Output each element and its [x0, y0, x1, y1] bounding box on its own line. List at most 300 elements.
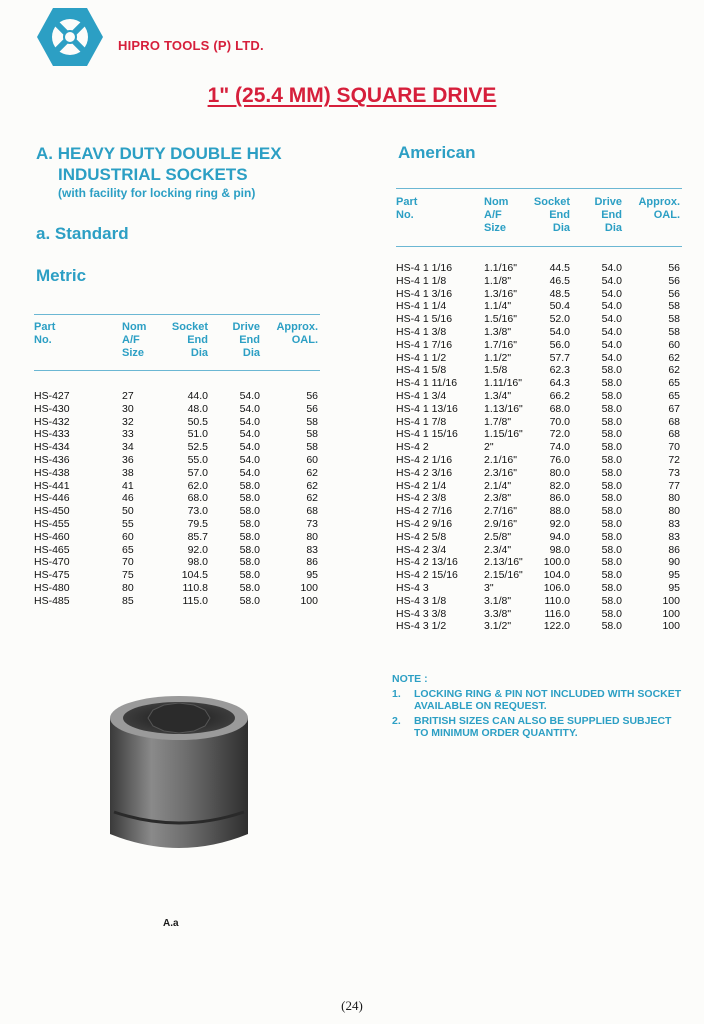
table-row [34, 454, 320, 467]
cell-oal: 73 [306, 517, 318, 530]
table-row [34, 480, 320, 493]
cell-oal: 58 [306, 428, 318, 441]
col-label: Approx. [276, 321, 318, 333]
note-number: 2. [392, 715, 401, 727]
col-label: Nom [484, 196, 509, 208]
cell-nom-size: 1.3/8" [484, 325, 512, 338]
note-text [414, 715, 671, 739]
col-label: A/F [122, 334, 140, 346]
cell-socket-dia: 44.0 [187, 390, 208, 402]
cell-drive-dia: 54.0 [601, 338, 622, 351]
cell-nom-size: 1.13/16" [484, 402, 523, 415]
table-row [396, 569, 682, 582]
cell-nom-size: 38 [122, 466, 134, 479]
table-row [396, 428, 682, 441]
cell-part-no: HS-4 1 15/16 [396, 428, 458, 441]
cell-socket-dia: 68.0 [549, 402, 570, 415]
cell-nom-size: 70 [122, 556, 134, 569]
cell-drive-dia: 58.0 [601, 389, 622, 402]
cell-part-no: HS-450 [34, 505, 70, 518]
cell-nom-size: 1.5/8 [484, 364, 508, 377]
cell-oal: 72 [668, 453, 680, 466]
table-row [34, 518, 320, 531]
cell-oal: 65 [668, 377, 680, 390]
cell-oal: 70 [668, 441, 680, 454]
table-row [34, 416, 320, 429]
cell-drive-dia: 54.0 [601, 262, 622, 274]
cell-part-no: HS-4 1 3/8 [396, 325, 447, 338]
cell-oal: 73 [668, 466, 680, 479]
cell-drive-dia: 58.0 [239, 517, 260, 530]
metric-top-rule [34, 314, 320, 315]
cell-drive-dia: 58.0 [601, 543, 622, 556]
cell-socket-dia: 57.7 [549, 351, 570, 364]
cell-nom-size: 3.1/8" [484, 594, 512, 607]
cell-part-no: HS-4 3 1/2 [396, 620, 447, 633]
cell-oal: 62 [668, 351, 680, 364]
cell-socket-dia: 106.0 [543, 581, 570, 594]
cell-nom-size: 30 [122, 402, 134, 415]
cell-socket-dia: 82.0 [549, 479, 570, 492]
cell-nom-size: 1.11/16" [484, 377, 522, 390]
table-row [396, 275, 682, 288]
note-item [392, 688, 692, 714]
cell-socket-dia: 85.7 [187, 530, 208, 543]
cell-nom-size: 1.15/16" [484, 428, 523, 441]
cell-socket-dia: 110.8 [182, 581, 208, 594]
table-row [396, 608, 682, 621]
table-row [396, 390, 682, 403]
cell-socket-dia: 116.0 [544, 607, 570, 620]
cell-nom-size: 3.1/2" [484, 620, 512, 633]
cell-oal: 100 [662, 594, 680, 607]
note-item [392, 715, 692, 741]
cell-socket-dia: 52.5 [187, 441, 208, 454]
cell-oal: 58 [306, 415, 318, 428]
table-row [396, 262, 682, 275]
table-row [396, 492, 682, 505]
cell-part-no: HS-436 [34, 453, 70, 466]
cell-socket-dia: 51.0 [187, 428, 208, 441]
col-label: Dia [604, 222, 622, 234]
cell-socket-dia: 92.0 [187, 543, 208, 556]
section-heading-line1: A. HEAVY DUTY DOUBLE HEX [36, 144, 282, 163]
cell-oal: 67 [668, 402, 680, 415]
table-row [396, 544, 682, 557]
cell-part-no: HS-4 1 5/8 [396, 364, 447, 377]
cell-nom-size: 3.3/8" [484, 607, 512, 620]
cell-oal: 56 [306, 402, 318, 415]
cell-part-no: HS-4 2 5/8 [396, 530, 447, 543]
cell-part-no: HS-438 [34, 466, 70, 479]
cell-drive-dia: 54.0 [239, 402, 260, 415]
cell-nom-size: 2.3/4" [484, 543, 512, 556]
cell-part-no: HS-4 2 3/16 [396, 466, 453, 479]
cell-drive-dia: 58.0 [601, 364, 622, 377]
cell-nom-size: 2.1/16" [484, 453, 517, 466]
american-col-oal [628, 196, 680, 222]
cell-part-no: HS-4 1 13/16 [396, 402, 458, 415]
cell-part-no: HS-4 2 7/16 [396, 505, 453, 518]
american-col-drive [582, 196, 622, 235]
cell-drive-dia: 58.0 [239, 543, 260, 556]
table-row [34, 390, 320, 403]
cell-socket-dia: 70.0 [549, 415, 570, 428]
cell-oal: 56 [306, 390, 318, 402]
cell-part-no: HS-4 3 3/8 [396, 607, 447, 620]
cell-nom-size: 1.1/8" [484, 274, 512, 287]
cell-part-no: HS-4 1 3/16 [396, 287, 453, 300]
cell-drive-dia: 58.0 [239, 594, 260, 607]
cell-socket-dia: 72.0 [549, 428, 570, 441]
cell-part-no: HS-4 1 1/4 [396, 300, 447, 313]
cell-drive-dia: 58.0 [601, 620, 622, 633]
cell-part-no: HS-4 2 13/16 [396, 556, 458, 569]
american-header-rule [396, 246, 682, 247]
cell-nom-size: 55 [122, 517, 134, 530]
cell-part-no: HS-4 1 7/8 [396, 415, 447, 428]
cell-oal: 62 [306, 466, 318, 479]
cell-nom-size: 1.3/4" [484, 389, 512, 402]
cell-nom-size: 1.7/8" [484, 415, 512, 428]
cell-socket-dia: 73.0 [187, 505, 208, 518]
metric-col-part [34, 321, 94, 347]
cell-oal: 90 [668, 556, 680, 569]
col-label: OAL. [291, 334, 318, 346]
page-title [0, 84, 704, 108]
cell-drive-dia: 58.0 [601, 505, 622, 518]
cell-drive-dia: 54.0 [601, 274, 622, 287]
american-col-socket [524, 196, 570, 235]
cell-oal: 86 [668, 543, 680, 556]
cell-part-no: HS-4 1 11/16 [396, 377, 458, 390]
cell-drive-dia: 58.0 [239, 530, 260, 543]
table-row [396, 518, 682, 531]
cell-part-no: HS-460 [34, 530, 70, 543]
table-row [34, 544, 320, 557]
col-label: Approx. [638, 196, 680, 208]
cell-nom-size: 2" [484, 441, 494, 454]
col-label: End [549, 209, 570, 221]
cell-part-no: HS-441 [34, 479, 70, 492]
table-row [34, 556, 320, 569]
cell-oal: 83 [306, 543, 318, 556]
cell-nom-size: 46 [122, 492, 134, 505]
cell-socket-dia: 104.5 [181, 569, 208, 582]
table-row [396, 531, 682, 544]
figure-caption: A.a [163, 918, 179, 929]
cell-oal: 56 [668, 287, 680, 300]
cell-drive-dia: 58.0 [239, 505, 260, 518]
american-table-header [396, 196, 682, 238]
col-label: Dia [190, 347, 208, 359]
col-label: End [239, 334, 260, 346]
cell-part-no: HS-4 1 5/16 [396, 313, 453, 326]
col-label: Nom [122, 321, 147, 333]
cell-part-no: HS-446 [34, 492, 70, 505]
cell-socket-dia: 92.0 [549, 517, 570, 530]
american-col-part [396, 196, 456, 222]
cell-oal: 62 [306, 479, 318, 492]
cell-drive-dia: 58.0 [601, 581, 622, 594]
cell-socket-dia: 62.3 [549, 364, 570, 377]
cell-part-no: HS-455 [34, 517, 70, 530]
cell-socket-dia: 54.0 [549, 325, 570, 338]
cell-socket-dia: 68.0 [187, 492, 208, 505]
cell-drive-dia: 54.0 [601, 287, 622, 300]
cell-nom-size: 1.3/16" [484, 287, 517, 300]
cell-oal: 68 [306, 505, 318, 518]
col-label: Dia [242, 347, 260, 359]
cell-socket-dia: 122.0 [543, 620, 570, 633]
subsection-heading: a. Standard [36, 224, 129, 243]
col-label: Part [396, 196, 418, 208]
cell-socket-dia: 74.0 [549, 441, 570, 454]
cell-nom-size: 41 [122, 479, 134, 492]
cell-oal: 56 [668, 274, 680, 287]
cell-part-no: HS-4 1 7/16 [396, 338, 453, 351]
table-row [396, 339, 682, 352]
cell-part-no: HS-480 [34, 581, 70, 594]
cell-oal: 58 [668, 313, 680, 326]
cell-drive-dia: 58.0 [239, 492, 260, 505]
col-label: Drive [232, 321, 260, 333]
cell-socket-dia: 64.3 [549, 377, 570, 390]
cell-part-no: HS-4 2 9/16 [396, 517, 453, 530]
american-table-body [396, 262, 682, 633]
table-row [34, 428, 320, 441]
cell-nom-size: 65 [122, 543, 134, 556]
metric-table-body [34, 390, 320, 608]
cell-socket-dia: 115.0 [182, 594, 208, 607]
american-col-nom [484, 196, 524, 235]
cell-drive-dia: 54.0 [601, 313, 622, 326]
cell-drive-dia: 58.0 [601, 530, 622, 543]
table-row [34, 531, 320, 544]
company-logo [36, 6, 104, 68]
col-label: Socket [533, 196, 570, 208]
metric-header-rule [34, 370, 320, 371]
cell-socket-dia: 104.0 [543, 569, 570, 582]
cell-oal: 68 [668, 428, 680, 441]
cell-nom-size: 2.1/4" [484, 479, 512, 492]
cell-oal: 58 [306, 441, 318, 454]
cell-socket-dia: 76.0 [549, 453, 570, 466]
table-row [396, 467, 682, 480]
cell-socket-dia: 110.0 [544, 594, 570, 607]
cell-oal: 56 [668, 262, 680, 274]
cell-socket-dia: 80.0 [549, 466, 570, 479]
page-number: (24) [341, 998, 363, 1013]
cell-drive-dia: 58.0 [601, 556, 622, 569]
cell-socket-dia: 98.0 [187, 556, 208, 569]
col-label: Part [34, 321, 56, 333]
cell-nom-size: 33 [122, 428, 134, 441]
cell-drive-dia: 58.0 [601, 441, 622, 454]
cell-drive-dia: 58.0 [239, 556, 260, 569]
table-row [396, 441, 682, 454]
cell-oal: 80 [668, 492, 680, 505]
cell-drive-dia: 58.0 [601, 453, 622, 466]
cell-nom-size: 2.9/16" [484, 517, 517, 530]
col-label: No. [396, 209, 414, 221]
cell-part-no: HS-475 [34, 569, 70, 582]
cell-part-no: HS-465 [34, 543, 70, 556]
cell-drive-dia: 58.0 [601, 607, 622, 620]
cell-part-no: HS-470 [34, 556, 70, 569]
note-line: TO MINIMUM ORDER QUANTITY. [414, 727, 578, 739]
cell-oal: 100 [662, 607, 680, 620]
table-row [396, 595, 682, 608]
cell-part-no: HS-433 [34, 428, 70, 441]
american-top-rule [396, 188, 682, 189]
cell-nom-size: 1.7/16" [484, 338, 517, 351]
cell-drive-dia: 58.0 [601, 466, 622, 479]
cell-socket-dia: 100.0 [543, 556, 570, 569]
american-heading: American [398, 143, 476, 162]
cell-drive-dia: 58.0 [239, 569, 260, 582]
col-label: No. [34, 334, 52, 346]
metric-col-socket [162, 321, 208, 360]
metric-col-oal [266, 321, 318, 347]
cell-nom-size: 2.3/8" [484, 492, 512, 505]
col-label: Socket [171, 321, 208, 333]
cell-part-no: HS-4 1 1/8 [396, 274, 447, 287]
cell-socket-dia: 62.0 [187, 479, 208, 492]
cell-nom-size: 60 [122, 530, 134, 543]
section-note: (with facility for locking ring & pin) [58, 186, 256, 200]
table-row [396, 377, 682, 390]
cell-nom-size: 34 [122, 441, 134, 454]
note-line: LOCKING RING & PIN NOT INCLUDED WITH SOCKET [414, 688, 682, 700]
cell-socket-dia: 50.5 [187, 415, 208, 428]
cell-socket-dia: 48.5 [549, 287, 570, 300]
cell-socket-dia: 50.4 [549, 300, 570, 313]
cell-oal: 95 [306, 569, 318, 582]
col-label: End [187, 334, 208, 346]
cell-nom-size: 3" [484, 581, 494, 594]
cell-part-no: HS-430 [34, 402, 70, 415]
cell-oal: 58 [668, 300, 680, 313]
cell-oal: 58 [668, 325, 680, 338]
table-row [34, 595, 320, 608]
cell-part-no: HS-4 2 3/4 [396, 543, 447, 556]
cell-part-no: HS-4 2 [396, 441, 429, 454]
cell-nom-size: 80 [122, 581, 134, 594]
table-row [34, 582, 320, 595]
cell-drive-dia: 58.0 [601, 517, 622, 530]
cell-socket-dia: 66.2 [549, 389, 570, 402]
table-row [396, 300, 682, 313]
cell-drive-dia: 54.0 [239, 390, 260, 402]
cell-drive-dia: 58.0 [601, 479, 622, 492]
cell-oal: 60 [306, 453, 318, 466]
cell-socket-dia: 79.5 [187, 517, 208, 530]
cell-drive-dia: 58.0 [239, 479, 260, 492]
table-row [34, 569, 320, 582]
cell-drive-dia: 58.0 [601, 492, 622, 505]
table-row [396, 352, 682, 365]
section-heading-line2: INDUSTRIAL SOCKETS [58, 165, 248, 184]
table-row [396, 582, 682, 595]
cell-nom-size: 36 [122, 453, 134, 466]
socket-image [104, 694, 254, 870]
col-label: Size [484, 222, 507, 234]
metric-table-header [34, 321, 320, 363]
cell-nom-size: 75 [122, 569, 134, 582]
metric-heading: Metric [36, 266, 87, 285]
note-line: AVAILABLE ON REQUEST. [414, 700, 547, 712]
cell-drive-dia: 58.0 [601, 415, 622, 428]
cell-part-no: HS-485 [34, 594, 70, 607]
cell-oal: 68 [668, 415, 680, 428]
cell-drive-dia: 54.0 [239, 466, 260, 479]
cell-part-no: HS-4 2 1/4 [396, 479, 447, 492]
cell-oal: 80 [306, 530, 318, 543]
cell-drive-dia: 54.0 [239, 415, 260, 428]
cell-drive-dia: 54.0 [239, 453, 260, 466]
cell-socket-dia: 57.0 [187, 466, 208, 479]
cell-socket-dia: 48.0 [187, 402, 208, 415]
metric-col-nom [122, 321, 162, 360]
cell-socket-dia: 86.0 [549, 492, 570, 505]
col-label: Size [122, 347, 145, 359]
cell-oal: 62 [668, 364, 680, 377]
col-label: Dia [552, 222, 570, 234]
cell-socket-dia: 52.0 [549, 313, 570, 326]
cell-oal: 60 [668, 338, 680, 351]
cell-oal: 95 [668, 569, 680, 582]
col-label: Drive [594, 196, 622, 208]
cell-oal: 100 [300, 581, 318, 594]
cell-part-no: HS-434 [34, 441, 70, 454]
table-row [396, 556, 682, 569]
cell-oal: 77 [668, 479, 680, 492]
cell-drive-dia: 58.0 [601, 428, 622, 441]
cell-oal: 100 [300, 594, 318, 607]
company-name: HIPRO TOOLS (P) LTD. [118, 38, 264, 53]
cell-part-no: HS-4 2 1/16 [396, 453, 453, 466]
cell-drive-dia: 58.0 [239, 581, 260, 594]
cell-part-no: HS-4 1 1/16 [396, 262, 453, 274]
cell-part-no: HS-4 1 1/2 [396, 351, 447, 364]
cell-drive-dia: 58.0 [601, 594, 622, 607]
cell-part-no: HS-427 [34, 390, 70, 402]
table-row [396, 403, 682, 416]
section-heading [36, 143, 282, 185]
table-row [396, 454, 682, 467]
table-row [396, 620, 682, 633]
table-row [396, 313, 682, 326]
cell-nom-size: 1.1/4" [484, 300, 512, 313]
col-label: A/F [484, 209, 502, 221]
metric-col-drive [220, 321, 260, 360]
note-line: BRITISH SIZES CAN ALSO BE SUPPLIED SUBJECT [414, 715, 672, 727]
cell-nom-size: 32 [122, 415, 134, 428]
cell-oal: 86 [306, 556, 318, 569]
cell-nom-size: 2.15/16" [484, 569, 523, 582]
cell-part-no: HS-4 2 15/16 [396, 569, 458, 582]
cell-nom-size: 2.3/16" [484, 466, 517, 479]
cell-part-no: HS-4 1 3/4 [396, 389, 447, 402]
cell-part-no: HS-432 [34, 415, 70, 428]
cell-part-no: HS-4 3 1/8 [396, 594, 447, 607]
table-row [396, 480, 682, 493]
cell-drive-dia: 58.0 [601, 377, 622, 390]
cell-nom-size: 1.5/16" [484, 313, 517, 326]
cell-nom-size: 50 [122, 505, 134, 518]
cell-drive-dia: 54.0 [601, 351, 622, 364]
